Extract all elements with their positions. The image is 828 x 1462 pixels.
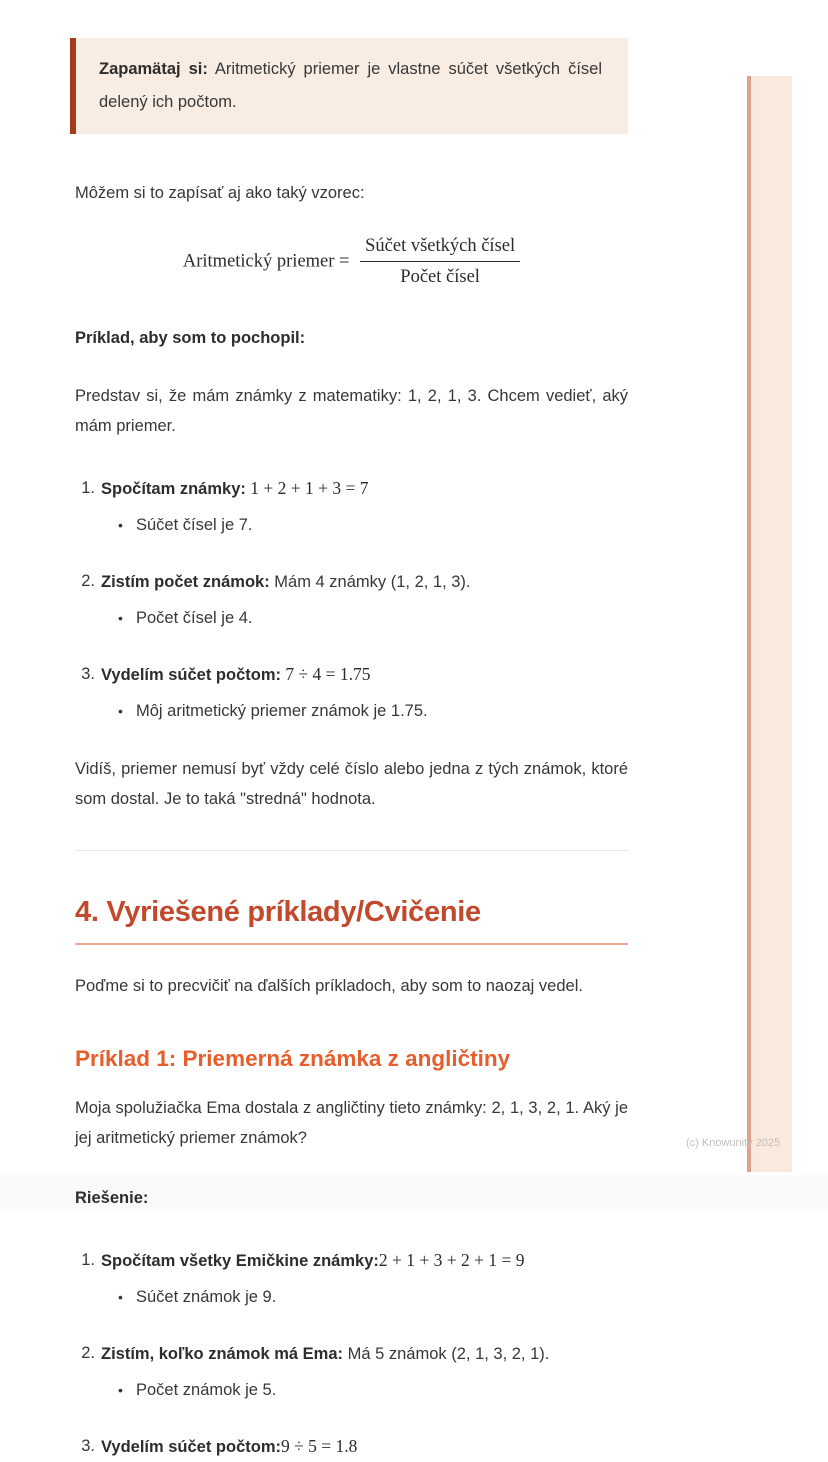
step-number: 3. [81,1437,95,1456]
formula-denominator: Počet čísel [400,267,480,288]
list-item [75,1431,628,1462]
step-text: Spočítam všetky Emičkine známky:2 + 1 + 3 + 2 + 1 = 9 [101,1250,525,1271]
step-text: Vydelím súčet počtom: 7 ÷ 4 = 1.75 [101,664,371,685]
page-edge-strip [747,76,792,1172]
copyright-watermark: (c) Knowunity 2025 [686,1137,781,1149]
bullet-icon: • [118,610,123,627]
step-number: 2. [81,1344,95,1363]
callout-lead: Zapamätaj si: [99,60,208,78]
arithmetic-mean-formula [75,234,628,289]
bullet-icon: • [118,1382,123,1399]
math-expression: 2 + 1 + 3 + 2 + 1 = 9 [378,1250,525,1271]
math-expression: 1 + 2 + 1 + 3 = 7 [245,478,369,499]
step-text: Zistím, koľko známok má Ema: Má 5 známok (2, 1, 3, 2, 1). [101,1345,550,1364]
step-number: 2. [81,572,95,591]
step-text: Zistím počet známok: Mám 4 známky (1, 2, 1, 3). [101,573,471,592]
solution-label: Riešenie: [75,1189,149,1208]
bullet-icon: • [118,703,123,720]
section-4-heading: 4. Vyriešené príklady/Cvičenie [75,895,628,945]
step-text: Spočítam známky: 1 + 2 + 1 + 3 = 7 [101,478,369,499]
step-bullet: • Súčet čísel je 7. [118,510,628,540]
step-bullet: • Môj aritmetický priemer známok je 1.75. [118,696,628,726]
document-page [0,38,828,1457]
example-1-problem: Moja spolužiačka Ema dostala z angličtiny tieto známky: 2, 1, 3, 2, 1. Aký je jej aritmetický priemer známok? [75,1099,628,1148]
step-bullet: • Súčet známok je 9. [118,1282,628,1312]
list-item [75,1338,628,1405]
formula-intro-paragraph: Môžem si to zapísať aj ako taký vzorec: [75,184,365,202]
example-heading: Príklad, aby som to pochopil: [75,329,306,348]
callout-body: Aritmetický priemer je vlastne súčet všetkých čísel delený ich počtom. [99,60,602,111]
section-4-intro: Poďme si to precvičiť na ďalších príkladoch, aby som to naozaj vedel. [75,977,583,996]
section-divider [75,850,628,851]
list-item [75,659,628,726]
example-1-heading: Príklad 1: Priemerná známka z angličtiny [75,1046,511,1072]
step-number: 3. [81,665,95,684]
example-steps-list [75,473,628,726]
example-outro-paragraph: Vidíš, priemer nemusí byť vždy celé číslo alebo jedna z tých známok, ktoré som dostal. Je to taká "stredná" hodnota. [75,760,628,809]
formula-numerator: Súčet všetkých čísel [360,234,520,262]
formula-fraction [360,234,520,289]
step-bullet: • Počet známok je 5. [118,1375,628,1405]
list-item [75,473,628,540]
bullet-icon: • [118,1289,123,1306]
bullet-icon: • [118,517,123,534]
list-item [75,1245,628,1312]
formula-lhs: Aritmetický priemer = [182,251,350,272]
content-column [75,38,628,1462]
solution-steps-list [75,1245,628,1462]
example-intro-paragraph: Predstav si, že mám známky z matematiky: 1, 2, 1, 3. Chcem vedieť, aký mám priemer. [75,387,628,436]
remember-callout [70,38,628,134]
math-expression: 9 ÷ 5 = 1.8 [281,1436,358,1457]
list-item [75,566,628,633]
step-text: Vydelím súčet počtom:9 ÷ 5 = 1.8 [101,1436,358,1457]
step-number: 1. [81,1251,95,1270]
math-expression: 7 ÷ 4 = 1.75 [281,664,371,685]
step-bullet: • Počet čísel je 4. [118,603,628,633]
step-number: 1. [81,479,95,498]
